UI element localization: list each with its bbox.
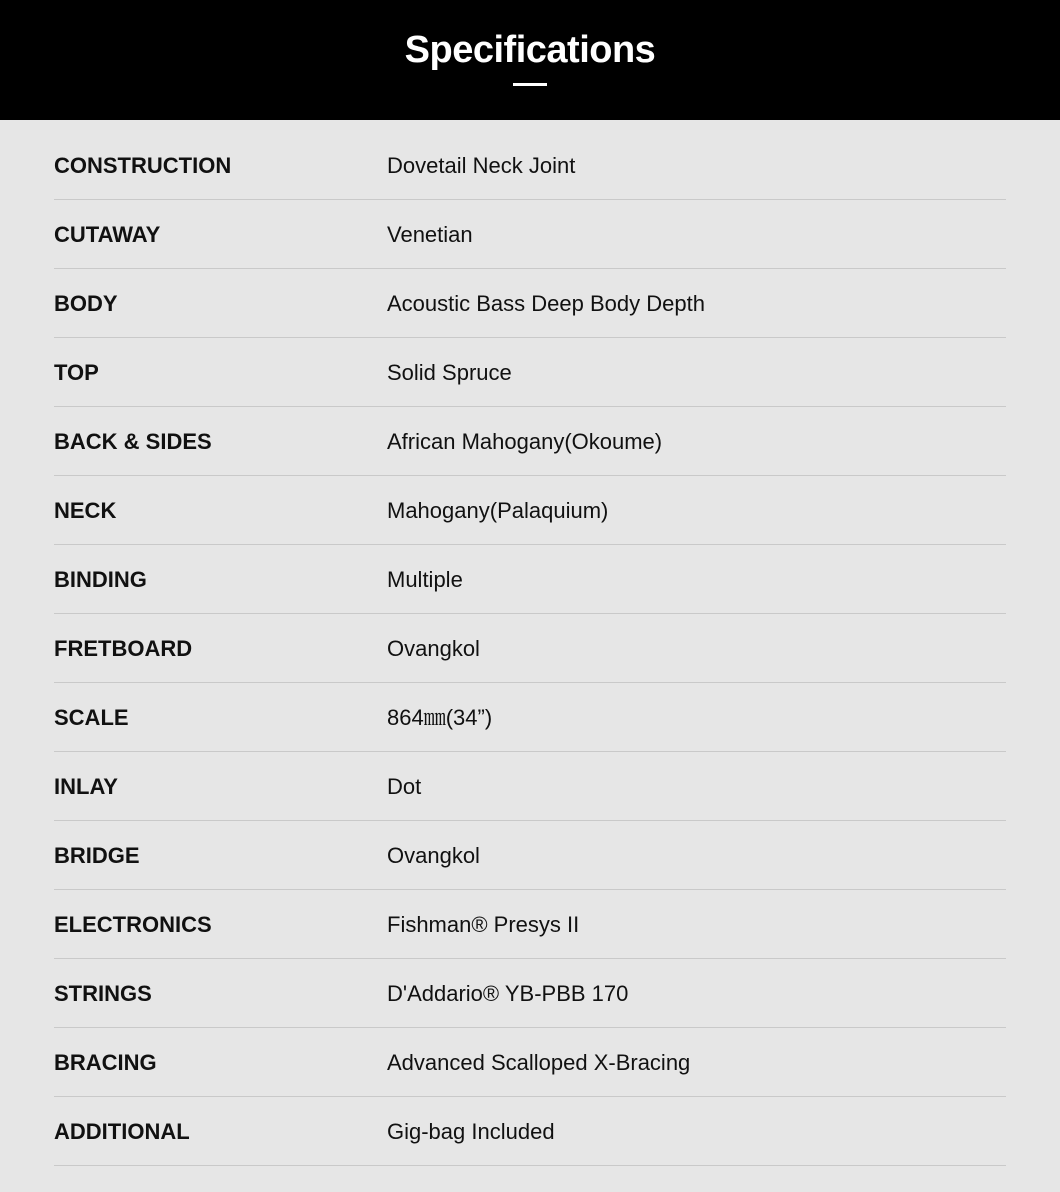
spec-label: CUTAWAY xyxy=(54,222,161,247)
spec-label: BACK & SIDES xyxy=(54,429,212,454)
spec-value: Acoustic Bass Deep Body Depth xyxy=(387,291,705,316)
spec-value: Fishman® Presys II xyxy=(387,912,580,937)
spec-label: NECK xyxy=(54,498,117,523)
spec-row-back-sides xyxy=(54,407,1006,476)
spec-row-scale xyxy=(54,683,1006,752)
spec-row-binding xyxy=(54,545,1006,614)
spec-value: Dot xyxy=(387,774,422,799)
spec-label: BRACING xyxy=(54,1050,157,1075)
specifications-header xyxy=(0,0,1060,120)
spec-label: FRETBOARD xyxy=(54,636,193,661)
page-title: Specifications xyxy=(404,29,656,71)
spec-value: Venetian xyxy=(387,222,473,247)
spec-value: Ovangkol xyxy=(387,843,480,868)
spec-value: D'Addario® YB-PBB 170 xyxy=(387,981,629,1006)
spec-value: Gig-bag Included xyxy=(387,1119,555,1144)
spec-row-top xyxy=(54,338,1006,407)
spec-value: Multiple xyxy=(387,567,463,592)
spec-label: BINDING xyxy=(54,567,147,592)
spec-value: Dovetail Neck Joint xyxy=(387,153,576,178)
spec-label: BODY xyxy=(54,291,118,316)
spec-row-inlay xyxy=(54,752,1006,821)
spec-row-additional xyxy=(54,1097,1006,1166)
spec-row-bracing xyxy=(54,1028,1006,1097)
spec-label: STRINGS xyxy=(54,981,152,1006)
spec-value: Advanced Scalloped X-Bracing xyxy=(387,1050,691,1075)
spec-label: ADDITIONAL xyxy=(54,1119,190,1144)
spec-label: TOP xyxy=(54,360,99,385)
spec-row-construction xyxy=(54,131,1006,200)
spec-row-body xyxy=(54,269,1006,338)
spec-label: ELECTRONICS xyxy=(54,912,212,937)
spec-row-cutaway xyxy=(54,200,1006,269)
title-underline xyxy=(513,83,547,86)
spec-table xyxy=(54,131,1006,1166)
spec-row-neck xyxy=(54,476,1006,545)
spec-value: 864㎜(34”) xyxy=(387,705,493,730)
spec-value: Ovangkol xyxy=(387,636,480,661)
spec-row-strings xyxy=(54,959,1006,1028)
spec-row-bridge xyxy=(54,821,1006,890)
spec-value: Mahogany(Palaquium) xyxy=(387,498,609,523)
spec-label: CONSTRUCTION xyxy=(54,153,232,178)
spec-row-electronics xyxy=(54,890,1006,959)
spec-value: African Mahogany(Okoume) xyxy=(387,429,663,454)
spec-label: BRIDGE xyxy=(54,843,140,868)
spec-label: INLAY xyxy=(54,774,118,799)
spec-row-fretboard xyxy=(54,614,1006,683)
spec-label: SCALE xyxy=(54,705,129,730)
spec-value: Solid Spruce xyxy=(387,360,512,385)
